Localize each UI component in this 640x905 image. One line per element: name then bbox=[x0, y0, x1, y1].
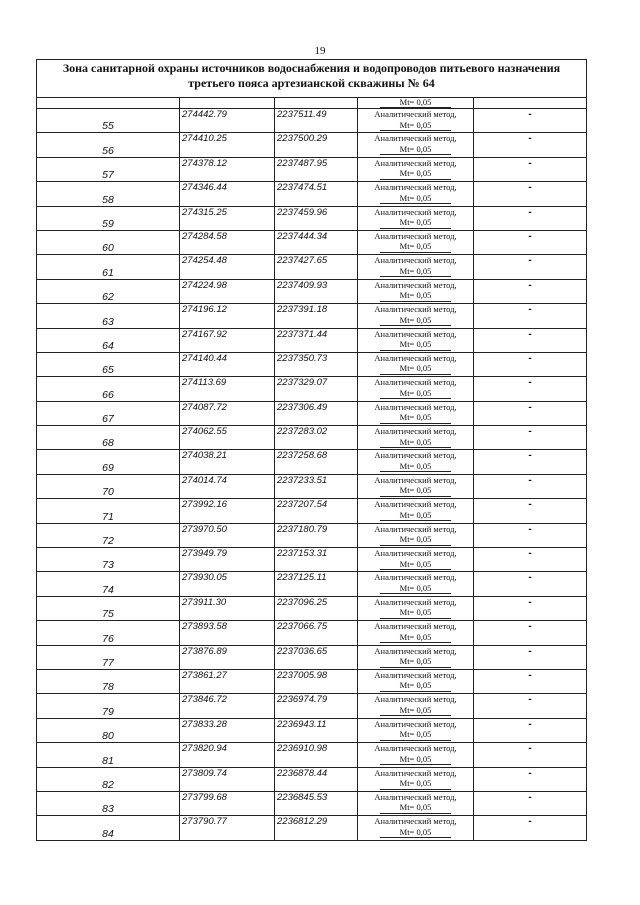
point-number: 83 bbox=[37, 791, 180, 815]
table-row bbox=[37, 157, 587, 181]
table-row bbox=[37, 450, 587, 474]
coordinate-y: 2236943.11 bbox=[275, 718, 358, 742]
description-cell: - bbox=[474, 230, 587, 254]
method-label: Аналитический метод, bbox=[374, 230, 457, 241]
point-number: 62 bbox=[37, 279, 180, 303]
coordinate-x: 273970.50 bbox=[180, 523, 275, 547]
point-number: 77 bbox=[37, 645, 180, 669]
description-cell: - bbox=[474, 352, 587, 376]
description-cell: - bbox=[474, 450, 587, 474]
point-number: 73 bbox=[37, 548, 180, 572]
table-row bbox=[37, 523, 587, 547]
page-number: 19 bbox=[314, 45, 326, 57]
accuracy-label: Mt= 0,05 bbox=[380, 241, 451, 253]
accuracy-label: Mt= 0,05 bbox=[380, 632, 451, 644]
method-cell bbox=[358, 743, 474, 767]
method-cell bbox=[358, 645, 474, 669]
description-cell: - bbox=[474, 109, 587, 133]
method-cell bbox=[358, 791, 474, 815]
coordinate-y: 2237258.68 bbox=[275, 450, 358, 474]
table-row bbox=[37, 474, 587, 498]
description-cell: - bbox=[474, 499, 587, 523]
method-label: Аналитический метод, bbox=[374, 767, 457, 778]
accuracy-label: Mt= 0,05 bbox=[380, 168, 451, 180]
coordinate-y: 2237005.98 bbox=[275, 669, 358, 693]
point-number: 66 bbox=[37, 377, 180, 401]
method-label: Аналитический метод, bbox=[374, 109, 457, 119]
coordinate-y: 2237283.02 bbox=[275, 426, 358, 450]
method-label: Аналитический метод, bbox=[374, 133, 457, 144]
method-label: Аналитический метод, bbox=[374, 328, 457, 339]
coordinate-y: 2236974.79 bbox=[275, 694, 358, 718]
method-cell bbox=[358, 426, 474, 450]
table-row bbox=[37, 304, 587, 328]
point-number: 61 bbox=[37, 255, 180, 279]
table-row bbox=[37, 572, 587, 596]
description-cell: - bbox=[474, 255, 587, 279]
method-cell bbox=[358, 596, 474, 620]
table-row bbox=[37, 718, 587, 742]
coordinate-y: 2236845.53 bbox=[275, 791, 358, 815]
description-cell: - bbox=[474, 401, 587, 425]
table-row bbox=[37, 230, 587, 254]
coordinate-y: 2237371.44 bbox=[275, 328, 358, 352]
coordinate-x: 273949.79 bbox=[180, 548, 275, 572]
coordinate-x: 273893.58 bbox=[180, 621, 275, 645]
table-row bbox=[37, 743, 587, 767]
table-row bbox=[37, 377, 587, 401]
coordinate-y: 2237409.93 bbox=[275, 279, 358, 303]
coordinate-x: 273833.28 bbox=[180, 718, 275, 742]
coordinate-y: 2237207.54 bbox=[275, 499, 358, 523]
accuracy-label: Mt= 0,05 bbox=[380, 680, 451, 692]
method-cell bbox=[358, 694, 474, 718]
method-cell bbox=[358, 328, 474, 352]
coordinate-x: 274442.79 bbox=[180, 109, 275, 133]
table-row bbox=[37, 499, 587, 523]
accuracy-label: Mt= 0,05 bbox=[380, 583, 451, 595]
method-label: Аналитический метод, bbox=[374, 816, 457, 827]
description-cell: - bbox=[474, 304, 587, 328]
description-cell: - bbox=[474, 645, 587, 669]
method-label: Аналитический метод, bbox=[374, 499, 457, 510]
point-number: 59 bbox=[37, 206, 180, 230]
coordinate-x: 273992.16 bbox=[180, 499, 275, 523]
method-cell bbox=[358, 230, 474, 254]
accuracy-label: Mt= 0,05 bbox=[380, 705, 451, 717]
coordinate-x: 273911.30 bbox=[180, 596, 275, 620]
coordinate-y: 2237444.34 bbox=[275, 230, 358, 254]
table-row bbox=[37, 645, 587, 669]
continued-cell-method bbox=[358, 98, 474, 109]
point-number: 80 bbox=[37, 718, 180, 742]
coordinate-x: 274315.25 bbox=[180, 206, 275, 230]
description-cell: - bbox=[474, 377, 587, 401]
continued-cell-number bbox=[37, 98, 180, 109]
method-cell bbox=[358, 718, 474, 742]
point-number: 74 bbox=[37, 572, 180, 596]
method-label: Аналитический метод, bbox=[374, 352, 457, 363]
description-cell: - bbox=[474, 816, 587, 840]
coordinate-x: 273799.68 bbox=[180, 791, 275, 815]
description-cell: - bbox=[474, 767, 587, 791]
table-row bbox=[37, 255, 587, 279]
accuracy-label: Mt= 0,05 bbox=[380, 266, 451, 278]
accuracy-label: Mt= 0,05 bbox=[380, 802, 451, 814]
continued-row bbox=[37, 98, 587, 109]
method-label: Аналитический метод, bbox=[374, 474, 457, 485]
point-number: 76 bbox=[37, 621, 180, 645]
description-cell: - bbox=[474, 596, 587, 620]
method-label: Аналитический метод, bbox=[374, 182, 457, 193]
method-cell bbox=[358, 377, 474, 401]
method-label: Аналитический метод, bbox=[374, 548, 457, 559]
accuracy-label: Mt= 0,05 bbox=[380, 485, 451, 497]
accuracy-label: Mt= 0,05 bbox=[380, 193, 451, 205]
point-number: 78 bbox=[37, 669, 180, 693]
accuracy-label: Mt= 0,05 bbox=[380, 144, 451, 156]
accuracy-label: Mt= 0,05 bbox=[380, 412, 451, 424]
coordinate-x: 274038.21 bbox=[180, 450, 275, 474]
method-label: Аналитический метод, bbox=[374, 791, 457, 802]
table-row bbox=[37, 816, 587, 840]
method-cell bbox=[358, 279, 474, 303]
coordinate-y: 2236812.29 bbox=[275, 816, 358, 840]
coordinate-y: 2237500.29 bbox=[275, 133, 358, 157]
method-cell bbox=[358, 401, 474, 425]
coordinate-x: 274167.92 bbox=[180, 328, 275, 352]
method-label: Аналитический метод, bbox=[374, 621, 457, 632]
coordinate-y: 2237306.49 bbox=[275, 401, 358, 425]
table-row bbox=[37, 596, 587, 620]
table-row bbox=[37, 352, 587, 376]
method-cell bbox=[358, 523, 474, 547]
accuracy-label: Mt= 0,05 bbox=[380, 510, 451, 522]
table-row bbox=[37, 206, 587, 230]
method-cell bbox=[358, 304, 474, 328]
method-cell bbox=[358, 816, 474, 840]
coordinate-y: 2237350.73 bbox=[275, 352, 358, 376]
accuracy-label: Mt= 0,05 bbox=[380, 290, 451, 302]
method-cell bbox=[358, 767, 474, 791]
method-label: Аналитический метод, bbox=[374, 206, 457, 217]
description-cell: - bbox=[474, 572, 587, 596]
table-row bbox=[37, 791, 587, 815]
point-number: 81 bbox=[37, 743, 180, 767]
method-label: Аналитический метод, bbox=[374, 426, 457, 437]
coordinate-y: 2237487.95 bbox=[275, 157, 358, 181]
coordinate-x: 274196.12 bbox=[180, 304, 275, 328]
point-number: 84 bbox=[37, 816, 180, 840]
table-row bbox=[37, 133, 587, 157]
coordinate-y: 2237180.79 bbox=[275, 523, 358, 547]
point-number: 63 bbox=[37, 304, 180, 328]
description-cell: - bbox=[474, 206, 587, 230]
coordinate-x: 274087.72 bbox=[180, 401, 275, 425]
accuracy-label: Mt= 0,05 bbox=[380, 656, 451, 668]
table-row bbox=[37, 621, 587, 645]
coordinate-y: 2237233.51 bbox=[275, 474, 358, 498]
point-number: 71 bbox=[37, 499, 180, 523]
continued-accuracy: Mt= 0,05 bbox=[380, 98, 451, 108]
description-cell: - bbox=[474, 474, 587, 498]
method-label: Аналитический метод, bbox=[374, 401, 457, 412]
point-number: 56 bbox=[37, 133, 180, 157]
method-cell bbox=[358, 157, 474, 181]
table-row bbox=[37, 694, 587, 718]
point-number: 79 bbox=[37, 694, 180, 718]
coordinate-y: 2237427.65 bbox=[275, 255, 358, 279]
description-cell: - bbox=[474, 133, 587, 157]
coordinate-x: 274346.44 bbox=[180, 182, 275, 206]
method-cell bbox=[358, 206, 474, 230]
method-label: Аналитический метод, bbox=[374, 743, 457, 754]
coordinate-x: 274378.12 bbox=[180, 157, 275, 181]
accuracy-label: Mt= 0,05 bbox=[380, 437, 451, 449]
coordinate-x: 273809.74 bbox=[180, 767, 275, 791]
title-line-1: Зона санитарной охраны источников водоснабжения и водопроводов питьевого назначения bbox=[62, 61, 561, 75]
coordinate-x: 274284.58 bbox=[180, 230, 275, 254]
coordinate-y: 2237125.11 bbox=[275, 572, 358, 596]
method-cell bbox=[358, 572, 474, 596]
method-label: Аналитический метод, bbox=[374, 718, 457, 729]
coordinate-x: 274224.98 bbox=[180, 279, 275, 303]
method-label: Аналитический метод, bbox=[374, 450, 457, 461]
method-cell bbox=[358, 474, 474, 498]
accuracy-label: Mt= 0,05 bbox=[380, 534, 451, 546]
description-cell: - bbox=[474, 669, 587, 693]
coordinate-y: 2237036.65 bbox=[275, 645, 358, 669]
title-line-2: третьего пояса артезианской скважины № 64 bbox=[188, 76, 435, 90]
table-row bbox=[37, 328, 587, 352]
coordinate-x: 273790.77 bbox=[180, 816, 275, 840]
table-title bbox=[37, 60, 587, 98]
table-row bbox=[37, 426, 587, 450]
coordinate-y: 2237329.07 bbox=[275, 377, 358, 401]
table-row bbox=[37, 767, 587, 791]
coordinate-x: 274410.25 bbox=[180, 133, 275, 157]
method-cell bbox=[358, 255, 474, 279]
coordinate-y: 2236878.44 bbox=[275, 767, 358, 791]
description-cell: - bbox=[474, 743, 587, 767]
point-number: 65 bbox=[37, 352, 180, 376]
method-label: Аналитический метод, bbox=[374, 304, 457, 315]
point-number: 68 bbox=[37, 426, 180, 450]
accuracy-label: Mt= 0,05 bbox=[380, 120, 451, 132]
table-row bbox=[37, 548, 587, 572]
accuracy-label: Mt= 0,05 bbox=[380, 729, 451, 741]
accuracy-label: Mt= 0,05 bbox=[380, 339, 451, 351]
coordinate-x: 274254.48 bbox=[180, 255, 275, 279]
accuracy-label: Mt= 0,05 bbox=[380, 388, 451, 400]
method-label: Аналитический метод, bbox=[374, 523, 457, 534]
coordinate-x: 274014.74 bbox=[180, 474, 275, 498]
description-cell: - bbox=[474, 328, 587, 352]
coordinate-x: 273820.94 bbox=[180, 743, 275, 767]
method-label: Аналитический метод, bbox=[374, 572, 457, 583]
description-cell: - bbox=[474, 791, 587, 815]
table-row bbox=[37, 109, 587, 133]
method-cell bbox=[358, 621, 474, 645]
point-number: 82 bbox=[37, 767, 180, 791]
coordinate-y: 2237459.96 bbox=[275, 206, 358, 230]
description-cell: - bbox=[474, 426, 587, 450]
coordinate-y: 2237511.49 bbox=[275, 109, 358, 133]
method-cell bbox=[358, 499, 474, 523]
coordinate-y: 2237153.31 bbox=[275, 548, 358, 572]
continued-cell-x bbox=[180, 98, 275, 109]
table-row bbox=[37, 669, 587, 693]
description-cell: - bbox=[474, 548, 587, 572]
point-number: 75 bbox=[37, 596, 180, 620]
description-cell: - bbox=[474, 694, 587, 718]
point-number: 60 bbox=[37, 230, 180, 254]
method-label: Аналитический метод, bbox=[374, 694, 457, 705]
table-title-row bbox=[37, 60, 587, 98]
method-cell bbox=[358, 133, 474, 157]
coordinate-x: 274113.69 bbox=[180, 377, 275, 401]
method-cell bbox=[358, 669, 474, 693]
coordinate-x: 273846.72 bbox=[180, 694, 275, 718]
method-label: Аналитический метод, bbox=[374, 596, 457, 607]
point-number: 58 bbox=[37, 182, 180, 206]
accuracy-label: Mt= 0,05 bbox=[380, 315, 451, 327]
point-number: 72 bbox=[37, 523, 180, 547]
coordinates-table bbox=[36, 59, 587, 841]
coordinate-y: 2236910.98 bbox=[275, 743, 358, 767]
point-number: 67 bbox=[37, 401, 180, 425]
description-cell: - bbox=[474, 157, 587, 181]
method-cell bbox=[358, 548, 474, 572]
description-cell: - bbox=[474, 523, 587, 547]
method-label: Аналитический метод, bbox=[374, 645, 457, 656]
description-cell: - bbox=[474, 718, 587, 742]
coordinate-y: 2237096.25 bbox=[275, 596, 358, 620]
point-number: 64 bbox=[37, 328, 180, 352]
accuracy-label: Mt= 0,05 bbox=[380, 363, 451, 375]
method-label: Аналитический метод, bbox=[374, 255, 457, 266]
continued-cell-extra bbox=[474, 98, 587, 109]
method-label: Аналитический метод, bbox=[374, 669, 457, 680]
coordinate-y: 2237474.51 bbox=[275, 182, 358, 206]
coordinate-x: 274140.44 bbox=[180, 352, 275, 376]
accuracy-label: Mt= 0,05 bbox=[380, 607, 451, 619]
table-row bbox=[37, 401, 587, 425]
coordinate-x: 273861.27 bbox=[180, 669, 275, 693]
method-label: Аналитический метод, bbox=[374, 377, 457, 388]
point-number: 69 bbox=[37, 450, 180, 474]
accuracy-label: Mt= 0,05 bbox=[380, 754, 451, 766]
coordinate-y: 2237066.75 bbox=[275, 621, 358, 645]
method-cell bbox=[358, 182, 474, 206]
coordinate-x: 274062.55 bbox=[180, 426, 275, 450]
accuracy-label: Mt= 0,05 bbox=[380, 778, 451, 790]
accuracy-label: Mt= 0,05 bbox=[380, 827, 451, 839]
accuracy-label: Mt= 0,05 bbox=[380, 559, 451, 571]
accuracy-label: Mt= 0,05 bbox=[380, 217, 451, 229]
method-cell bbox=[358, 352, 474, 376]
continued-cell-y bbox=[275, 98, 358, 109]
method-label: Аналитический метод, bbox=[374, 279, 457, 290]
method-cell bbox=[358, 450, 474, 474]
description-cell: - bbox=[474, 182, 587, 206]
description-cell: - bbox=[474, 279, 587, 303]
accuracy-label: Mt= 0,05 bbox=[380, 461, 451, 473]
coordinate-y: 2237391.18 bbox=[275, 304, 358, 328]
coordinate-x: 273930.05 bbox=[180, 572, 275, 596]
description-cell: - bbox=[474, 621, 587, 645]
point-number: 55 bbox=[37, 109, 180, 133]
table-row bbox=[37, 182, 587, 206]
method-label: Аналитический метод, bbox=[374, 157, 457, 168]
point-number: 70 bbox=[37, 474, 180, 498]
table-row bbox=[37, 279, 587, 303]
point-number: 57 bbox=[37, 157, 180, 181]
method-cell bbox=[358, 109, 474, 133]
coordinate-x: 273876.89 bbox=[180, 645, 275, 669]
